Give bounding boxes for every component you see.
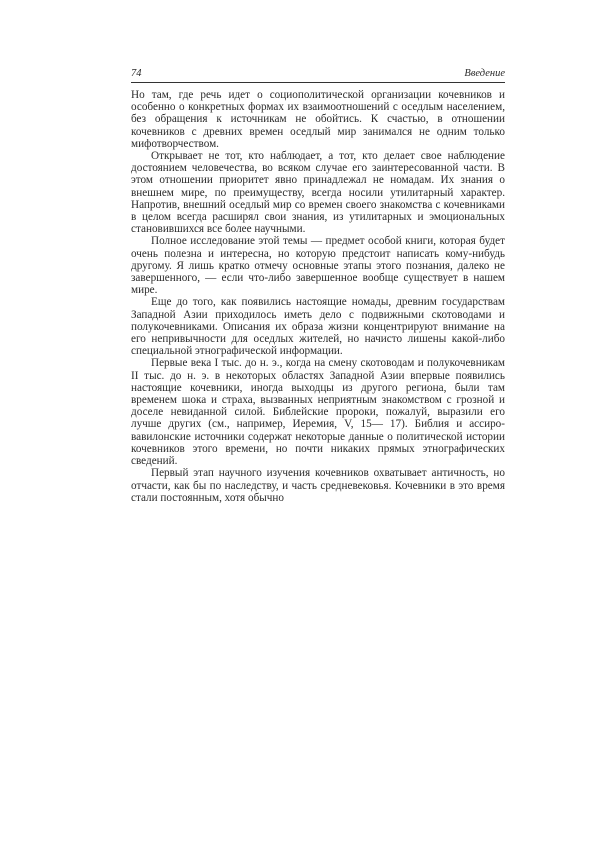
book-page [131, 68, 505, 504]
paragraph: Но там, где речь идет о социополитической организации кочевников и особенно о конкретных формах их взаимоотношений с оседлым населением, без обращения к источникам не обойтись. К счастью, в отношении кочевников с древних времен оседлый мир занимался не одним только мифотворчеством. [131, 89, 505, 150]
section-title: Введение [464, 68, 505, 79]
paragraph: Открывает не тот, кто наблюдает, а тот, кто делает свое наблюдение достоянием человечества, во всяком случае его заинтересованной части. В этом отношении приоритет явно принадлежал не номадам. Их знания о внешнем мире, по преимуществу, всегда носили утилитарный характер. Напротив, внешний оседлый мир со времен своего знакомства с кочевниками в целом всегда расширял свои знания, из утилитарных и эмоциональных становившихся все более научными. [131, 150, 505, 236]
paragraph: Полное исследование этой темы — предмет особой книги, которая будет очень полезна и интересна, но которую предстоит написать кому-нибудь другому. Я лишь кратко отмечу основные этапы этого познания, далеко не завершенного, — если что-либо завершенное вообще существует в нашем мире. [131, 235, 505, 297]
paragraph: Первый этап научного изучения кочевников охватывает античность, но отчасти, как бы по наследству, и часть средневековья. Кочевники в это время стали постоянным, хотя обычно [131, 467, 505, 504]
paragraph: Еще до того, как появились настоящие номады, древним государствам Западной Азии приходилось иметь дело с подвижными скотоводами и полукочевниками. Описания их образа жизни концентрируют внимание на его непривычности для оседлых жителей, но начисто лишены какой-либо специальной этнографической информации. [131, 296, 505, 358]
paragraph: Первые века I тыс. до н. э., когда на смену скотоводам и полукочевникам II тыс. до н. э. в некоторых областях Западной Азии впервые появились настоящие кочевники, иногда выходцы из другого региона, были там временем шока и страха, вызванных неприятным знакомством с грозной и доселе невиданной силой. Библейские пророки, пожалуй, выразили его лучше других (см., например, Иеремия, V, 15— 17). Библия и ассиро-вавилонские источники содержат некоторые данные о политической истории кочевников этого времени, но почти никаких прямых этнографических сведений. [131, 357, 505, 468]
body-text [131, 89, 505, 504]
running-head [131, 68, 505, 83]
page-number: 74 [131, 68, 142, 79]
